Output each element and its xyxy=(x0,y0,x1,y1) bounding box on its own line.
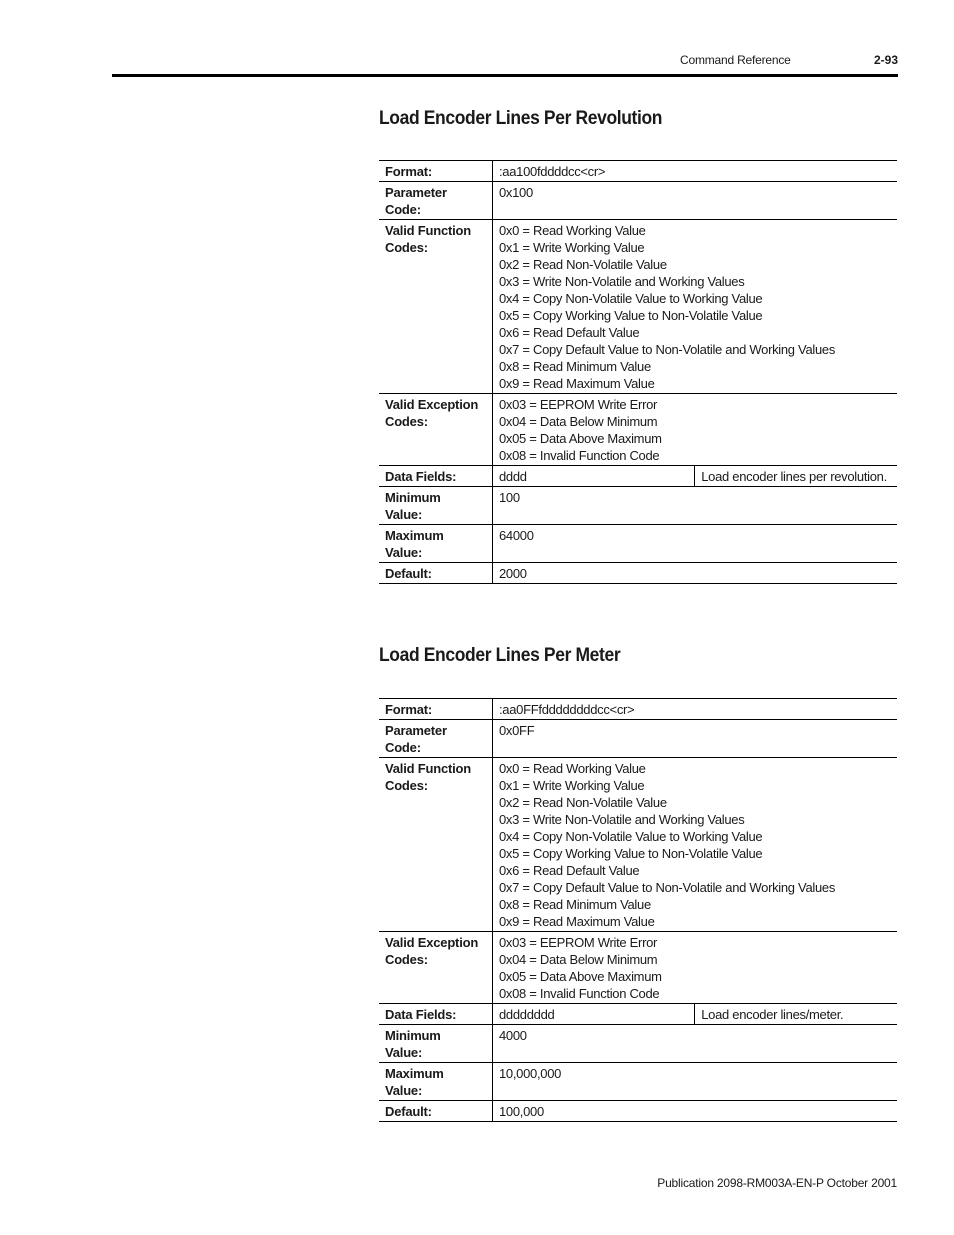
spec-table-lines-per-revolution xyxy=(379,160,897,584)
data-field-name: dddd xyxy=(493,466,695,487)
minimum-value: 100 xyxy=(493,487,898,525)
spec-table-lines-per-meter xyxy=(379,698,897,1122)
data-field-description: Load encoder lines per revolution. xyxy=(695,466,897,487)
exception-code: 0x03 = EEPROM Write Error xyxy=(499,935,658,950)
function-code: 0x6 = Read Default Value xyxy=(499,325,640,340)
data-fields-label: Data Fields: xyxy=(379,466,493,487)
maximum-value: 10,000,000 xyxy=(493,1063,898,1101)
exception-code: 0x08 = Invalid Function Code xyxy=(499,448,660,463)
function-code: 0x3 = Write Non-Volatile and Working Values xyxy=(499,274,745,289)
header-section-name: Command Reference xyxy=(680,53,791,67)
function-code: 0x6 = Read Default Value xyxy=(499,863,640,878)
section-title-lines-per-meter: Load Encoder Lines Per Meter xyxy=(379,645,621,666)
format-row xyxy=(379,699,897,720)
exception-codes-list xyxy=(493,932,898,1004)
default-label: Default: xyxy=(379,1101,493,1122)
function-code: 0x7 = Copy Default Value to Non-Volatile and Working Values xyxy=(499,880,836,895)
minimum-value-label: Minimum Value: xyxy=(379,487,493,525)
default-label: Default: xyxy=(379,563,493,584)
function-code: 0x2 = Read Non-Volatile Value xyxy=(499,795,667,810)
parameter-code-value: 0x0FF xyxy=(493,720,898,758)
function-codes-row xyxy=(379,220,897,394)
exception-codes-row xyxy=(379,932,897,1004)
maximum-value: 64000 xyxy=(493,525,898,563)
exception-code: 0x08 = Invalid Function Code xyxy=(499,986,660,1001)
header-rule xyxy=(112,74,898,77)
parameter-code-value: 0x100 xyxy=(493,182,898,220)
default-value: 100,000 xyxy=(493,1101,898,1122)
default-value: 2000 xyxy=(493,563,898,584)
function-code: 0x8 = Read Minimum Value xyxy=(499,897,651,912)
function-code: 0x7 = Copy Default Value to Non-Volatile and Working Values xyxy=(499,342,836,357)
format-row xyxy=(379,161,897,182)
function-code: 0x5 = Copy Working Value to Non-Volatile Value xyxy=(499,308,763,323)
minimum-value-row xyxy=(379,487,897,525)
format-value: :aa0FFfddddddddcc<cr> xyxy=(493,699,898,720)
data-field-description: Load encoder lines/meter. xyxy=(695,1004,897,1025)
maximum-value-label: Maximum Value: xyxy=(379,525,493,563)
exception-codes-list xyxy=(493,394,898,466)
function-codes-list xyxy=(493,220,898,394)
publication-footer: Publication 2098-RM003A-EN-P October 2001 xyxy=(657,1176,897,1190)
default-row xyxy=(379,563,897,584)
parameter-code-row xyxy=(379,182,897,220)
function-codes-label: Valid Function Codes: xyxy=(379,758,493,932)
data-fields-row xyxy=(379,1004,897,1025)
function-code: 0x8 = Read Minimum Value xyxy=(499,359,651,374)
function-code: 0x0 = Read Working Value xyxy=(499,223,646,238)
minimum-value: 4000 xyxy=(493,1025,898,1063)
exception-code: 0x05 = Data Above Maximum xyxy=(499,969,662,984)
function-code: 0x5 = Copy Working Value to Non-Volatile Value xyxy=(499,846,763,861)
function-code: 0x9 = Read Maximum Value xyxy=(499,914,655,929)
maximum-value-row xyxy=(379,525,897,563)
default-row xyxy=(379,1101,897,1122)
function-code: 0x4 = Copy Non-Volatile Value to Working Value xyxy=(499,829,763,844)
function-code: 0x4 = Copy Non-Volatile Value to Working Value xyxy=(499,291,763,306)
function-code: 0x1 = Write Working Value xyxy=(499,240,645,255)
section-title-lines-per-revolution: Load Encoder Lines Per Revolution xyxy=(379,108,663,129)
parameter-code-label: Parameter Code: xyxy=(379,182,493,220)
function-code: 0x0 = Read Working Value xyxy=(499,761,646,776)
function-codes-row xyxy=(379,758,897,932)
data-fields-label: Data Fields: xyxy=(379,1004,493,1025)
function-codes-list xyxy=(493,758,898,932)
exception-code: 0x04 = Data Below Minimum xyxy=(499,952,658,967)
maximum-value-row xyxy=(379,1063,897,1101)
function-code: 0x3 = Write Non-Volatile and Working Values xyxy=(499,812,745,827)
exception-code: 0x04 = Data Below Minimum xyxy=(499,414,658,429)
data-field-name: dddddddd xyxy=(493,1004,695,1025)
exception-codes-label: Valid Exception Codes: xyxy=(379,932,493,1004)
exception-code: 0x03 = EEPROM Write Error xyxy=(499,397,658,412)
exception-codes-row xyxy=(379,394,897,466)
minimum-value-row xyxy=(379,1025,897,1063)
format-value: :aa100fddddcc<cr> xyxy=(493,161,898,182)
header-page-number: 2-93 xyxy=(873,53,898,67)
function-code: 0x9 = Read Maximum Value xyxy=(499,376,655,391)
function-codes-label: Valid Function Codes: xyxy=(379,220,493,394)
exception-codes-label: Valid Exception Codes: xyxy=(379,394,493,466)
parameter-code-label: Parameter Code: xyxy=(379,720,493,758)
function-code: 0x2 = Read Non-Volatile Value xyxy=(499,257,667,272)
function-code: 0x1 = Write Working Value xyxy=(499,778,645,793)
exception-code: 0x05 = Data Above Maximum xyxy=(499,431,662,446)
format-label: Format: xyxy=(379,699,493,720)
maximum-value-label: Maximum Value: xyxy=(379,1063,493,1101)
minimum-value-label: Minimum Value: xyxy=(379,1025,493,1063)
data-fields-row xyxy=(379,466,897,487)
parameter-code-row xyxy=(379,720,897,758)
format-label: Format: xyxy=(379,161,493,182)
